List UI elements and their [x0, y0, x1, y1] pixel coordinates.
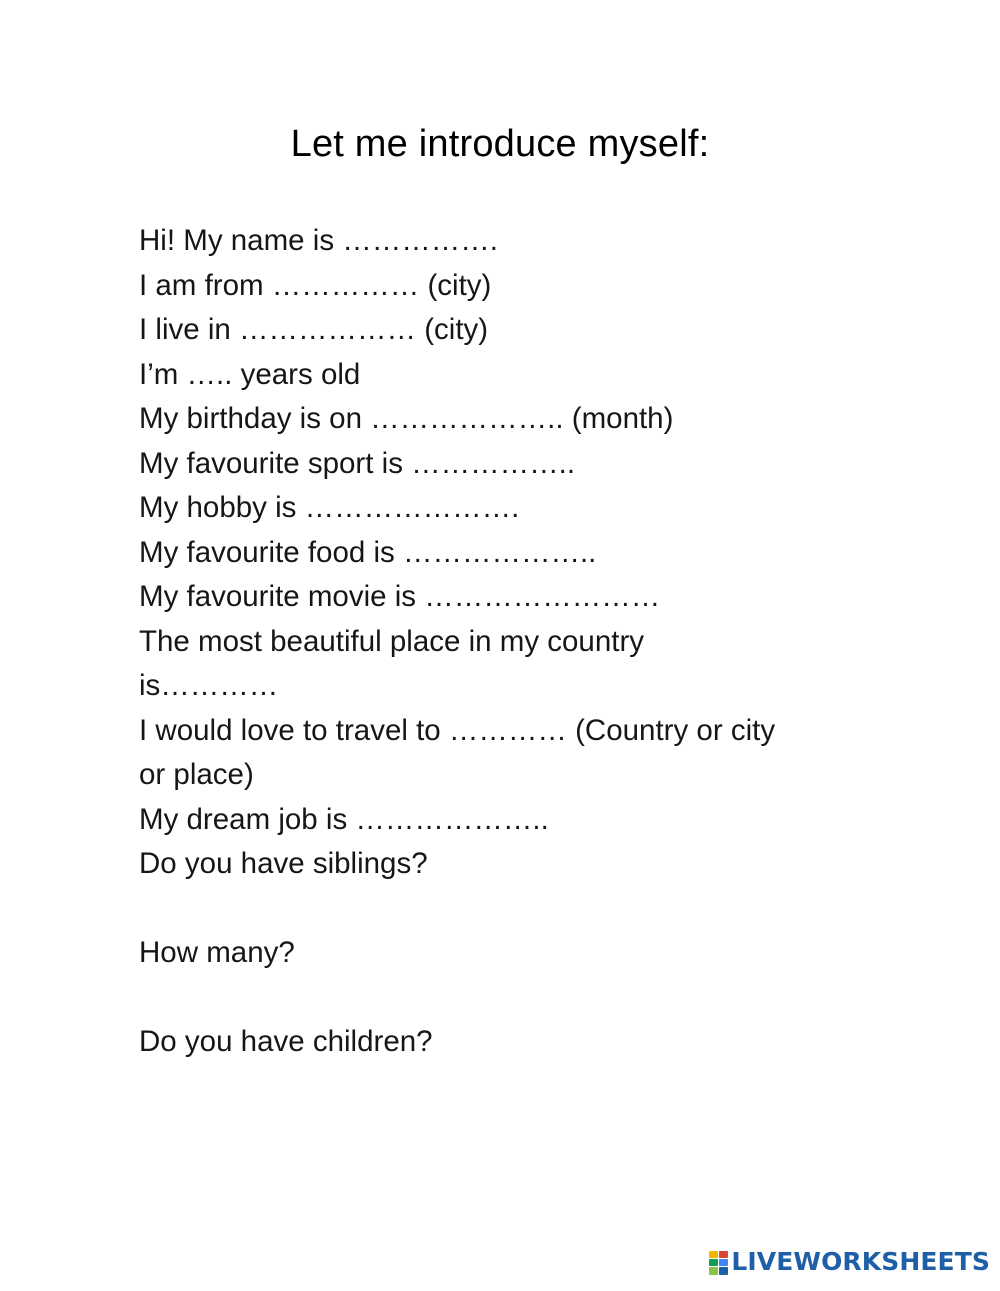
line-dream-job: My dream job is ………………..: [139, 802, 549, 836]
line-how-many: How many?: [139, 936, 295, 969]
line-children: Do you have children?: [139, 1025, 433, 1058]
worksheet-content: [139, 219, 899, 1065]
logo-block-icon: [719, 1267, 728, 1275]
line-name: Hi! My name is …………….: [139, 224, 498, 257]
line-beautiful-place-continued: is…………: [139, 669, 279, 702]
logo-block-icon: [709, 1251, 718, 1258]
logo-mark-icon: [709, 1251, 727, 1273]
logo-block-icon: [709, 1267, 718, 1275]
spacer: [139, 976, 899, 1021]
line-travel-continued: or place): [139, 758, 254, 791]
line-age: I’m ….. years old: [139, 357, 361, 391]
spacer: [139, 887, 899, 932]
line-favourite-movie: My favourite movie is ……………………: [139, 580, 661, 613]
line-siblings: Do you have siblings?: [139, 847, 428, 880]
logo-block-icon: [709, 1259, 718, 1266]
logo-text: LIVEWORKSHEETS: [731, 1247, 990, 1276]
line-beautiful-place: The most beautiful place in my country: [139, 624, 645, 658]
line-birthday: My birthday is on ……………….. (month): [139, 402, 674, 435]
logo-block-icon: [719, 1259, 728, 1266]
line-favourite-food: My favourite food is ………………..: [139, 535, 597, 569]
logo-block-icon: [719, 1251, 728, 1258]
line-travel: I would love to travel to ………… (Country or city: [139, 713, 776, 747]
page-title: Let me introduce myself:: [290, 123, 710, 165]
liveworksheets-logo: [709, 1247, 990, 1277]
line-favourite-sport: My favourite sport is ……………..: [139, 446, 576, 480]
line-live: I live in ……………… (city): [139, 313, 489, 346]
line-from: I am from …………… (city): [139, 268, 492, 302]
line-hobby: My hobby is ………………….: [139, 491, 520, 524]
